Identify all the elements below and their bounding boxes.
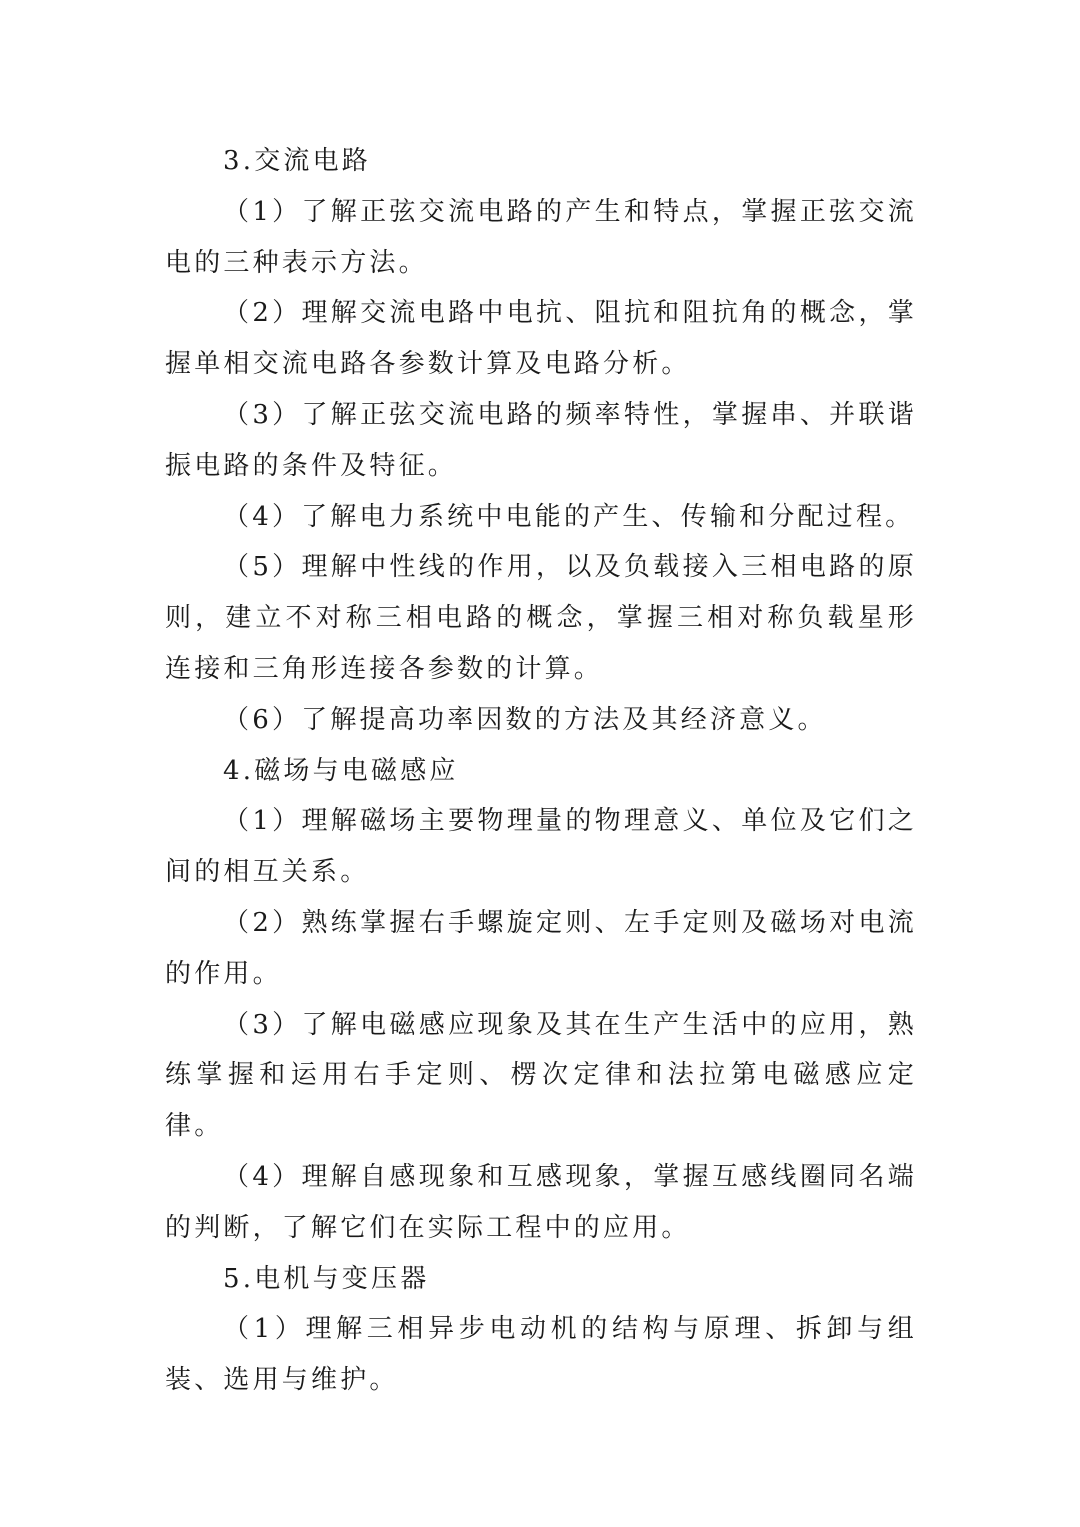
paragraph: （5）理解中性线的作用，以及负载接入三相电路的原则，建立不对称三相电路的概念，掌握三相对称负载星形连接和三角形连接各参数的计算。 (165, 552, 917, 684)
paragraph: （1）理解三相异步电动机的结构与原理、拆卸与组装、选用与维护。 (165, 1314, 917, 1396)
paragraph: （2）理解交流电路中电抗、阻抗和阻抗角的概念，掌握单相交流电路各参数计算及电路分析。 (165, 298, 917, 380)
paragraph: （6）了解提高功率因数的方法及其经济意义。 (223, 704, 827, 735)
document-body (165, 136, 917, 1406)
paragraph: （3）了解正弦交流电路的频率特性，掌握串、并联谐振电路的条件及特征。 (165, 399, 917, 481)
paragraph: （3）了解电磁感应现象及其在生产生活中的应用，熟练掌握和运用右手定则、楞次定律和法拉第电磁感应定律。 (165, 1009, 917, 1142)
paragraph: （4）了解电力系统中电能的产生、传输和分配过程。 (223, 501, 915, 532)
paragraph: （4）理解自感现象和互感现象，掌握互感线圈同名端的判断，了解它们在实际工程中的应用。 (165, 1161, 917, 1243)
paragraph: （1）了解正弦交流电路的产生和特点，掌握正弦交流电的三种表示方法。 (165, 196, 917, 278)
section-heading-motor-transformer: 5.电机与变压器 (223, 1263, 430, 1294)
paragraph: （1）理解磁场主要物理量的物理意义、单位及它们之间的相互关系。 (165, 806, 917, 888)
section-heading-magnetic-field: 4.磁场与电磁感应 (223, 755, 459, 786)
paragraph: （2）熟练掌握右手螺旋定则、左手定则及磁场对电流的作用。 (165, 907, 917, 989)
section-heading-ac-circuit: 3.交流电路 (223, 146, 372, 176)
